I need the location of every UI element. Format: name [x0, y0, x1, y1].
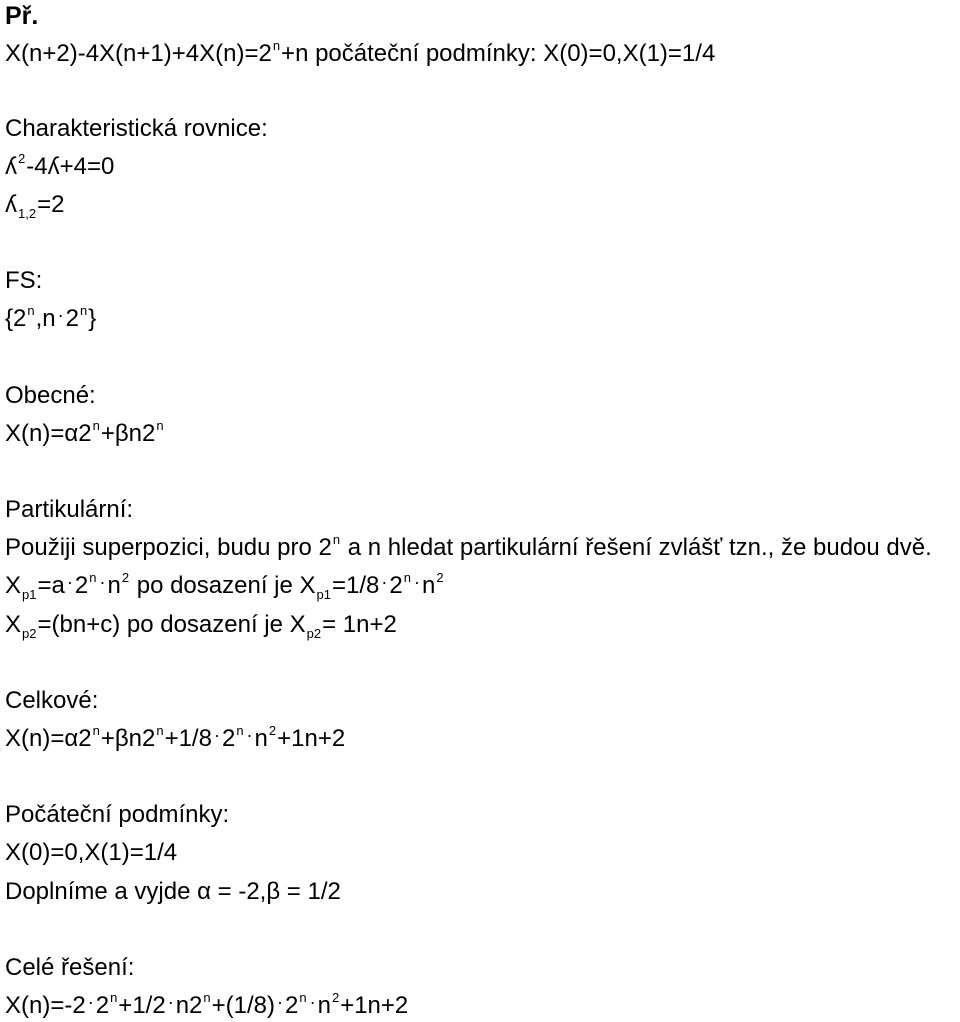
superscript: 2 [268, 723, 277, 738]
equation-text: =2 [37, 191, 65, 218]
math-text: 2 [221, 725, 236, 752]
math-text: po dosazení je X [130, 572, 316, 599]
subscript: p2 [22, 626, 37, 641]
superscript: 2 [121, 570, 130, 585]
math-text: X(n)=α2 [5, 725, 92, 752]
particular-heading: Partikulární: [5, 496, 134, 523]
math-text: X [5, 611, 22, 638]
subscript: p1 [22, 587, 37, 602]
math-text: 2 [389, 572, 403, 599]
full-solution [5, 990, 409, 1019]
superscript: 2 [331, 990, 340, 1005]
math-text: +1n+2 [340, 992, 409, 1019]
math-text: n [254, 725, 268, 752]
math-text: ,n [35, 305, 56, 332]
math-text: =1/8 [331, 572, 380, 599]
text: a n hledat partikulární řešení zvlášť tzn., že budou dvě. [341, 534, 932, 561]
initial-conditions: X(0)=0,X(1)=1/4 [5, 839, 178, 866]
char-equation-heading: Charakteristická rovnice: [5, 115, 268, 142]
char-roots [5, 191, 65, 221]
math-text: n2 [175, 992, 203, 1019]
math-text: =(bn+c) po dosazení je X [37, 611, 306, 638]
general-solution [5, 418, 165, 447]
math-text: X(n)=α2 [5, 420, 92, 447]
math-text: =a [37, 572, 65, 599]
math-text: +1/2 [118, 992, 166, 1019]
char-equation [5, 151, 115, 180]
superscript: n [92, 723, 100, 738]
text: Použiji superpozici, budu pro 2 [5, 534, 332, 561]
general-heading: Obecné: [5, 382, 96, 409]
subscript: 1,2 [18, 206, 37, 221]
math-text: +βn2 [100, 420, 156, 447]
superscript: n [156, 723, 164, 738]
lambda-symbol: ʎ [5, 191, 17, 218]
fs-heading: FS: [5, 267, 43, 294]
math-text: n [107, 572, 121, 599]
math-text: +(1/8) [211, 992, 275, 1019]
multiplication-dot: · [167, 992, 174, 1012]
math-text: X [5, 572, 22, 599]
multiplication-dot: · [87, 992, 94, 1012]
subscript: p1 [316, 587, 331, 602]
total-solution [5, 723, 346, 752]
multiplication-dot: · [309, 992, 316, 1012]
initial-heading: Počáteční podmínky: [5, 801, 230, 828]
superscript: n [272, 38, 281, 53]
particular-explanation [5, 532, 932, 561]
multiplication-dot: · [57, 305, 64, 325]
multiplication-dot: · [413, 572, 420, 592]
math-text: X(n)=-2 [5, 992, 86, 1019]
math-text: 2 [95, 992, 110, 1019]
superscript: 2 [18, 151, 26, 166]
superscript: n [110, 990, 118, 1005]
superscript: n [203, 990, 211, 1005]
equation-text: -4ʎ+4=0 [26, 153, 115, 180]
particular-solution-1 [5, 570, 445, 602]
multiplication-dot: · [66, 572, 73, 592]
math-text: n [421, 572, 436, 599]
total-heading: Celkové: [5, 687, 99, 714]
multiplication-dot: · [246, 725, 253, 745]
solution-heading: Celé řešení: [5, 954, 135, 981]
multiplication-dot: · [381, 572, 388, 592]
lambda-symbol: ʎ [5, 153, 17, 180]
multiplication-dot: · [99, 572, 106, 592]
math-text: +βn2 [100, 725, 156, 752]
coefficients-result: Doplníme a vyjde α = -2,β = 1/2 [5, 878, 341, 905]
superscript: n [89, 570, 97, 585]
math-text: +1n+2 [277, 725, 346, 752]
math-text: } [88, 305, 97, 332]
problem-text: +n počáteční podmínky: X(0)=0,X(1)=1/4 [281, 40, 716, 67]
superscript: n [156, 418, 164, 433]
math-text: {2 [5, 305, 27, 332]
example-title: Př. [5, 2, 39, 30]
superscript: n [79, 303, 88, 318]
math-text: 2 [285, 992, 299, 1019]
multiplication-dot: · [277, 992, 283, 1012]
fundamental-system [5, 303, 97, 332]
multiplication-dot: · [213, 725, 220, 745]
superscript: n [332, 532, 341, 547]
math-text: n [317, 992, 331, 1019]
math-text: = 1n+2 [322, 611, 397, 638]
superscript: n [236, 723, 244, 738]
superscript: n [403, 570, 411, 585]
subscript: p2 [306, 626, 322, 641]
math-text: 2 [74, 572, 89, 599]
problem-statement [5, 38, 716, 67]
math-text: 2 [65, 305, 79, 332]
superscript: 2 [436, 570, 444, 585]
problem-text: X(n+2)-4X(n+1)+4X(n)=2 [5, 40, 272, 67]
superscript: n [299, 990, 307, 1005]
superscript: n [92, 418, 100, 433]
particular-solution-2 [5, 611, 397, 641]
math-text: +1/8 [164, 725, 212, 752]
superscript: n [27, 303, 35, 318]
